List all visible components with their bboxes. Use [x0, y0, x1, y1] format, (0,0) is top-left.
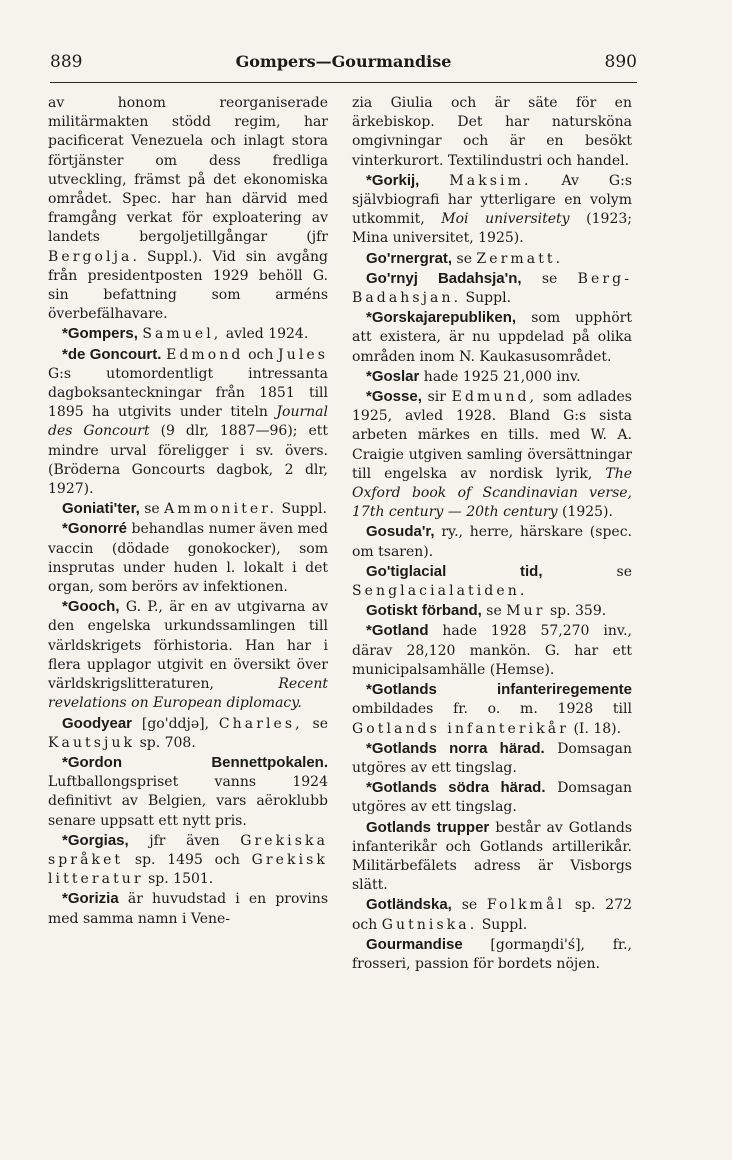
headword: *Gotlands infanteriregementе — [366, 681, 632, 699]
entry-gornyj: Go'rnyj Badahsja'n, se Berg-Badahsjan. Suppl. — [352, 269, 632, 307]
headword: *Gorskajarepubliken, — [366, 309, 517, 327]
left-column — [48, 94, 328, 929]
entry-gotiskt: Gotiskt förband, se Mur sp. 359. — [366, 602, 607, 620]
right-column — [352, 94, 632, 974]
entry-gotlands-norra: *Gotlands norra härad. Domsagan utgöres av ett tingslag. — [352, 739, 632, 776]
headword: *Gotlands norra härad. — [366, 739, 545, 757]
running-title: Gompers—Gourmandise — [235, 52, 452, 71]
headword: *Gosse, — [366, 388, 422, 406]
page-number-right: 890 — [604, 52, 637, 72]
headword: Go'tiglacial tid, — [366, 562, 543, 580]
headword: Gotlands trupper — [366, 818, 490, 836]
entry-gorgias: *Gorgias, jfr även Grekiska språket sp. 1495 och Grekisk litteratur sp. 1501. — [48, 831, 328, 888]
headword: *Gotland — [366, 622, 429, 640]
entry-gonorre: *Gonorré behandlas numer även med vaccin (dödade gonokocker), som insprutas under huden l. lokalt i det organ, som berörs av infektionen. — [48, 520, 328, 596]
continued-paragraph: zia Giulia och är säte för en ärkebiskop. Det har natursköna omgivningar och är en besökt vinterkurort. Textilindustri och handel. — [352, 95, 632, 169]
entry-gosse: *Gosse, sir Edmund, som adlades 1925, avled 1928. Bland G:s sista arbeten märkes en tills. med W. A. Craigie utgiven samling översättningar till engelska av nordisk lyrik, The Oxford book of Scandinavian verse, 17th century — 20th century (1925). — [352, 388, 632, 521]
headword: Gotiskt förband, — [366, 602, 482, 620]
entry-goodyear: Goodyear [go'ddjə], Charles, se Kautsjuk sp. 708. — [48, 714, 328, 751]
entry-gotlands-sodra: *Gotlands södra härad. Domsagan utgöres av ett tingslag. — [352, 779, 632, 816]
entry-gornergrat: Go'rnergrat, se Zermatt. — [366, 249, 564, 267]
entry-gompers: *Gompers, Samuel, avled 1924. — [62, 325, 309, 343]
entry-gooch: *Gooch, G. P., är en av utgivarna av den engelska urkundssamlingen till världskrigets förhistoria. Han har i flera upplagor utgivit en översikt över världskrigslitteraturen, Recent revelations on European diplomacy. — [48, 598, 328, 712]
headword: *Gorgias, — [62, 831, 129, 849]
headword: *Gotlands södra härad. — [366, 779, 546, 797]
entry-gotlandska: Gotländska, se Folkmål sp. 272 och Gutniska. Suppl. — [352, 896, 633, 933]
headword: *Gordon Bennettpokalen. — [62, 753, 328, 771]
headword: Goodyear — [62, 714, 133, 732]
headword: *Gorizia — [62, 890, 119, 908]
page-header — [50, 52, 637, 76]
headword: *Gonorré — [62, 520, 128, 538]
entry-gotlands-trupper: Gotlands trupper består av Gotlands infanterikår och Gotlands artillerikår. Militärbefälets adress är Visborgs slätt. — [352, 818, 633, 894]
entry-gotland: *Gotland hade 1928 57,270 inv., därav 28,120 mankön. G. har ett municipalsamhälle (Hemse). — [352, 622, 632, 678]
headword: *Gooch, — [62, 598, 120, 616]
entry-goniater: Goniati'ter, se Ammoniter. Suppl. — [62, 500, 327, 518]
headword: Gosuda'r, — [366, 523, 435, 541]
headword: Gotländska, — [366, 896, 452, 914]
headword: Gourmandise — [366, 935, 463, 953]
headword: *Gorkij, — [366, 171, 420, 189]
entry-gourmandise: Gourmandise [gormaŋdi'ś], fr., frosseri, passion för bordets nöjen. — [352, 935, 632, 972]
continued-paragraph: av honom reorganiserade militärmakten stödd regim, har pacificerat Venezuela och inlagt stora förtjänster om dess fredliga utveckling, främst på det ekonomiska området. Spec. har han därvid med framgång verkat för exploatering av landets bergoljetillgångar (jfr Bergolja. Suppl.). Vid sin avgång från presidentposten 1929 behöll G. sin befattning som arméns överbefälhavare. — [48, 95, 328, 323]
entry-gosudar: Gosuda'r, ry., herre, härskare (spec. om tsaren). — [352, 523, 632, 560]
entry-gorskaja: *Gorskajarepubliken, som upphört att existera, är nu uppdelad på olika områden inom N. Kaukasusområdet. — [352, 309, 632, 365]
entry-gotiglacial: Go'tiglacial tid, se Senglacialatiden. — [352, 562, 632, 600]
entry-gordon: *Gordon Bennettpokalen. Luftballongspriset vanns 1924 definitivt av Belgien, vars aëroklubb senare uppsatt ett nytt pris. — [48, 753, 328, 829]
entry-gotlands-infanteri: *Gotlands infanteriregementе ombildades fr. o. m. 1928 till Gotlands infanterikår (I. 18). — [352, 681, 632, 737]
headword: *de Goncourt. — [62, 345, 162, 363]
entry-gorkij: *Gorkij, Maksim. Av G:s självbiografi har ytterligare en volym utkommit, Moi universitety (1923; Mina universitet, 1925). — [352, 171, 633, 247]
entry-gorizia: *Gorizia är huvudstad i en provins med samma namn i Vene- — [48, 890, 328, 927]
headword: *Gompers, — [62, 325, 138, 343]
headword: Goniati'ter, — [62, 500, 140, 518]
entry-goncourt: *de Goncourt. Edmond och Jules G:s utomordentligt intressanta dagboksanteckningar från 1851 till 1895 ha utgivits under titeln Journal des Goncourt (9 dlr, 1887—96); ett mindre urval föreligger i sv. övers. (Bröderna Goncourts dagbok, 2 dlr, 1927). — [48, 345, 329, 498]
headword: *Goslar — [366, 367, 420, 385]
page-number-left: 889 — [50, 52, 83, 72]
headword: Go'rnergrat, — [366, 249, 453, 267]
header-rule — [50, 82, 637, 83]
entry-goslar: *Goslar hade 1925 21,000 inv. — [366, 367, 581, 385]
headword: Go'rnyj Badahsja'n, — [366, 269, 522, 287]
